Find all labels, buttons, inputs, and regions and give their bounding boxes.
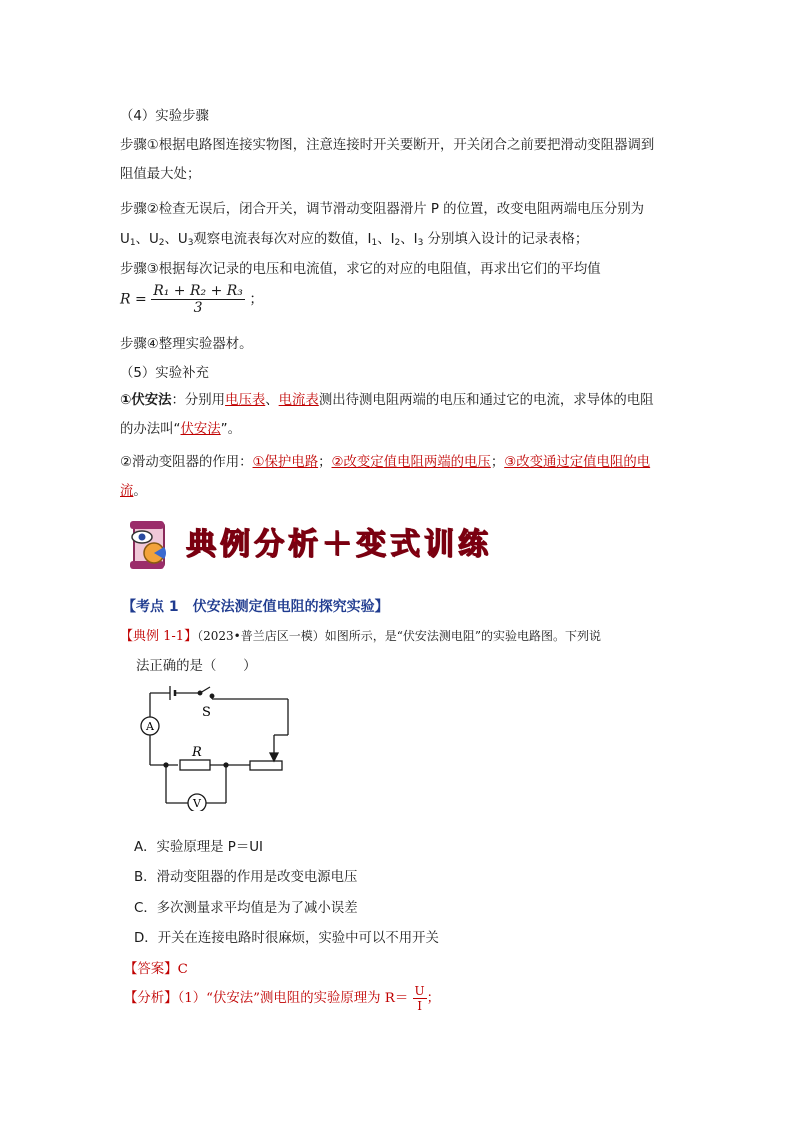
circuit-diagram	[138, 683, 298, 811]
rheostat-slider	[270, 753, 278, 761]
step1-line1: 步骤①根据电路图连接实物图，注意连接时开关要断开，开关闭合之前要把滑动变阻器调到	[120, 138, 655, 153]
supplement-p1-line2: 的办法叫“伏安法”。	[120, 422, 241, 437]
analysis-line: 【分析】（1）“伏安法”测电阻的实验原理为 R＝ $\frac{U}{I}$ ；	[124, 984, 441, 1013]
supplement-p2-line1: ②滑动变阻器的作用：①保护电路；②改变定值电阻两端的电压；③改变通过定值电阻的电	[120, 455, 651, 470]
option-c: C．多次测量求平均值是为了减小误差	[134, 901, 358, 916]
analysis-fraction: $\frac{U}{I}$	[414, 984, 425, 1013]
section4-heading: （4）实验步骤	[120, 109, 209, 124]
resistor-symbol	[180, 760, 210, 770]
section5-heading: （5）实验补充	[120, 366, 209, 381]
step3-line1: 步骤③根据每次记录的电压和电流值，求它的对应的电阻值，再求出它们的平均值	[120, 262, 601, 277]
voltmeter-label: V	[193, 797, 201, 810]
banner-title: 典例分析＋变式训练	[186, 527, 492, 562]
switch-blade	[200, 687, 210, 693]
example-line2: 法正确的是（ ）	[136, 659, 257, 674]
banner-icon	[120, 517, 184, 573]
average-fraction: $\frac{\text{R₁ + R₂ + R₃}}{3}$	[153, 283, 243, 316]
answer-line: 【答案】C	[124, 962, 188, 977]
rheostat-symbol	[250, 761, 282, 770]
supplement-p1-line1: ①伏安法：分别用电压表、电流表测出待测电阻两端的电压和通过它的电流，求导体的电阻	[120, 393, 654, 408]
step2-line1: 步骤②检查无误后，闭合开关，调节滑动变阻器滑片 P 的位置，改变电阻两端电压分别为	[120, 202, 645, 217]
option-d: D．开关在连接电路时很麻烦，实验中可以不用开关	[134, 931, 439, 946]
u-values: $U_1$、$U_2$、$U_3$	[120, 232, 194, 248]
step4-line: 步骤④整理实验器材。	[120, 337, 253, 352]
step3-formula: R = $\frac{\text{R₁ + R₂ + R₃}}{3}$ ；	[120, 283, 264, 316]
example-line1: 【典例 1-1】（2023•普兰店区一模）如图所示，是“伏安法测电阻”的实验电路图。下列说	[120, 629, 601, 644]
option-a: A．实验原理是 P＝UI	[134, 840, 263, 855]
step2-line2: $U_1$、$U_2$、$U_3$观察电流表每次对应的数值，$I_1$、$I_2$、$I_3$ 分别填入设计的记录表格；	[120, 232, 589, 248]
step1-line2: 阻值最大处；	[120, 167, 201, 182]
switch-label: S	[202, 705, 211, 720]
resistor-label: R	[192, 745, 202, 760]
option-b: B．滑动变阻器的作用是改变电源电压	[134, 870, 358, 885]
ammeter-label: A	[146, 720, 154, 733]
supplement-p2-line2: 流。	[120, 484, 147, 499]
kaodian-title: 【考点 1 伏安法测定值电阻的探究实验】	[122, 599, 389, 615]
